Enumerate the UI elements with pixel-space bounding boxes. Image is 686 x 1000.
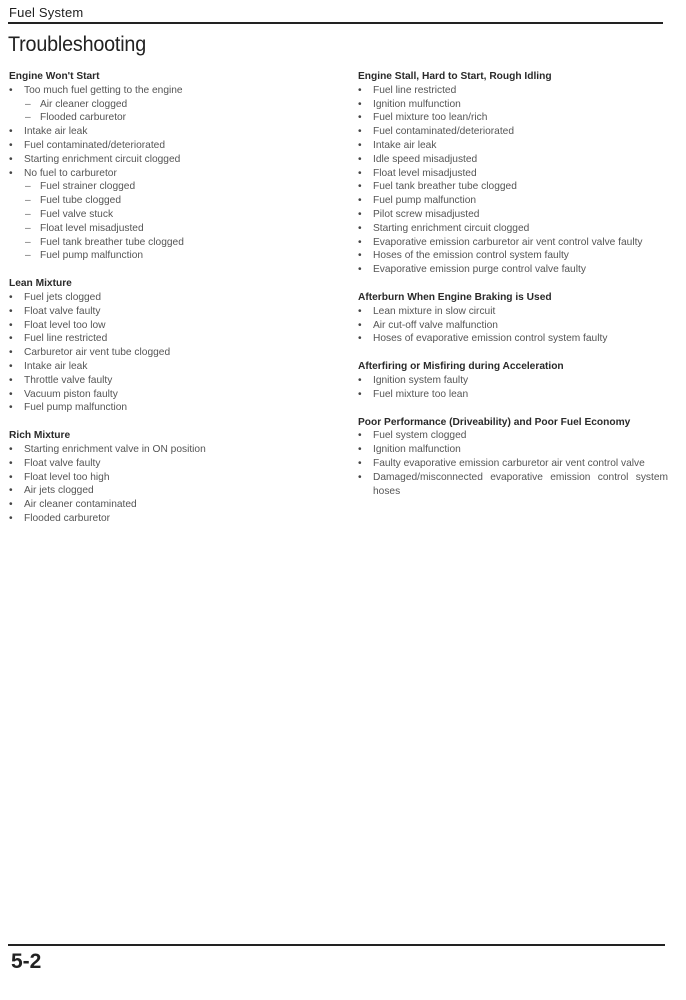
item-list bbox=[358, 429, 668, 498]
sub-list-item: – Fuel tank breather tube clogged bbox=[9, 236, 339, 250]
item-list bbox=[9, 291, 339, 415]
sub-list-item: – Fuel tube clogged bbox=[9, 194, 339, 208]
section-engine-won-t-start bbox=[9, 70, 339, 263]
list-item: • Intake air leak bbox=[358, 139, 668, 153]
list-item: • Ignition mulfunction bbox=[358, 98, 668, 112]
section-header: Fuel System bbox=[9, 5, 84, 20]
page-number: 5-2 bbox=[11, 950, 42, 973]
section-heading: Afterfiring or Misfiring during Acceleration bbox=[358, 361, 564, 373]
list-item: • Fuel pump malfunction bbox=[9, 401, 339, 415]
list-item: • Fuel tank breather tube clogged bbox=[358, 180, 668, 194]
section-heading: Afterburn When Engine Braking is Used bbox=[358, 291, 552, 303]
sub-list-item: – Flooded carburetor bbox=[9, 111, 339, 125]
list-item: • Float level misadjusted bbox=[358, 167, 668, 181]
list-item: • Faulty evaporative emission carburetor air vent control valve bbox=[358, 457, 668, 471]
list-item: • Pilot screw misadjusted bbox=[358, 208, 668, 222]
list-item: • Fuel line restricted bbox=[358, 84, 668, 98]
list-item: • Fuel system clogged bbox=[358, 429, 668, 443]
left-column bbox=[9, 70, 339, 540]
list-item: • Flooded carburetor bbox=[9, 512, 339, 526]
page-title: Troubleshooting bbox=[8, 33, 147, 56]
section-heading: Engine Stall, Hard to Start, Rough Idling bbox=[358, 71, 552, 82]
list-item: • Fuel line restricted bbox=[9, 332, 339, 346]
item-list bbox=[358, 374, 668, 402]
list-item: • Intake air leak bbox=[9, 360, 339, 374]
list-item: • Float level too low bbox=[9, 319, 339, 333]
list-item: • Too much fuel getting to the engine bbox=[9, 84, 339, 98]
section-heading: Rich Mixture bbox=[9, 430, 71, 442]
list-item: • Carburetor air vent tube clogged bbox=[9, 346, 339, 360]
list-item: • Evaporative emission purge control valve faulty bbox=[358, 263, 668, 277]
sub-list-item: – Fuel pump malfunction bbox=[9, 249, 339, 263]
sub-list-item: – Float level misadjusted bbox=[9, 222, 339, 236]
list-item: • Air jets clogged bbox=[9, 484, 339, 498]
list-item: • Damaged/misconnected evaporative emission control system hoses bbox=[358, 471, 668, 499]
item-list bbox=[9, 84, 339, 263]
list-item: • Ignition malfunction bbox=[358, 443, 668, 457]
right-column bbox=[358, 70, 668, 512]
section-heading: Lean Mixture bbox=[9, 278, 72, 290]
list-item: • Float level too high bbox=[9, 471, 339, 485]
section-poor-performance-driveability-and-poor-fuel-economy bbox=[358, 416, 668, 499]
list-item: • Starting enrichment circuit clogged bbox=[9, 153, 339, 167]
list-item: • Vacuum piston faulty bbox=[9, 388, 339, 402]
footer-divider bbox=[8, 944, 665, 946]
section-afterfiring-or-misfiring-during-acceleration bbox=[358, 360, 668, 401]
list-item: • Ignition system faulty bbox=[358, 374, 668, 388]
list-item: • Float valve faulty bbox=[9, 305, 339, 319]
list-item: • Float valve faulty bbox=[9, 457, 339, 471]
list-item: • Fuel pump malfunction bbox=[358, 194, 668, 208]
section-heading: Engine Won't Start bbox=[9, 71, 100, 82]
list-item: • Intake air leak bbox=[9, 125, 339, 139]
sub-list-item: – Fuel valve stuck bbox=[9, 208, 339, 222]
list-item: • Starting enrichment valve in ON position bbox=[9, 443, 339, 457]
list-item: • Air cleaner contaminated bbox=[9, 498, 339, 512]
section-heading: Poor Performance (Driveability) and Poor Fuel Economy bbox=[358, 416, 631, 428]
list-item: • Throttle valve faulty bbox=[9, 374, 339, 388]
item-list bbox=[358, 305, 668, 346]
list-item: • Fuel mixture too lean bbox=[358, 388, 668, 402]
list-item: • No fuel to carburetor bbox=[9, 167, 339, 181]
list-item: • Starting enrichment circuit clogged bbox=[358, 222, 668, 236]
header-divider bbox=[8, 22, 663, 24]
list-item: • Hoses of evaporative emission control system faulty bbox=[358, 332, 668, 346]
sub-list-item: – Air cleaner clogged bbox=[9, 98, 339, 112]
item-list bbox=[358, 84, 668, 277]
list-item: • Fuel contaminated/deteriorated bbox=[9, 139, 339, 153]
list-item: • Lean mixture in slow circuit bbox=[358, 305, 668, 319]
list-item: • Hoses of the emission control system faulty bbox=[358, 249, 668, 263]
list-item: • Fuel jets clogged bbox=[9, 291, 339, 305]
list-item: • Fuel mixture too lean/rich bbox=[358, 111, 668, 125]
item-list bbox=[9, 443, 339, 526]
list-item: • Idle speed misadjusted bbox=[358, 153, 668, 167]
section-engine-stall-hard-to-start-rough-idling bbox=[358, 70, 668, 277]
list-item: • Fuel contaminated/deteriorated bbox=[358, 125, 668, 139]
section-rich-mixture bbox=[9, 429, 339, 526]
list-item: • Air cut-off valve malfunction bbox=[358, 319, 668, 333]
section-lean-mixture bbox=[9, 277, 339, 415]
list-item: • Evaporative emission carburetor air vent control valve faulty bbox=[358, 236, 668, 250]
section-afterburn-when-engine-braking-is-used bbox=[358, 291, 668, 346]
sub-list-item: – Fuel strainer clogged bbox=[9, 180, 339, 194]
